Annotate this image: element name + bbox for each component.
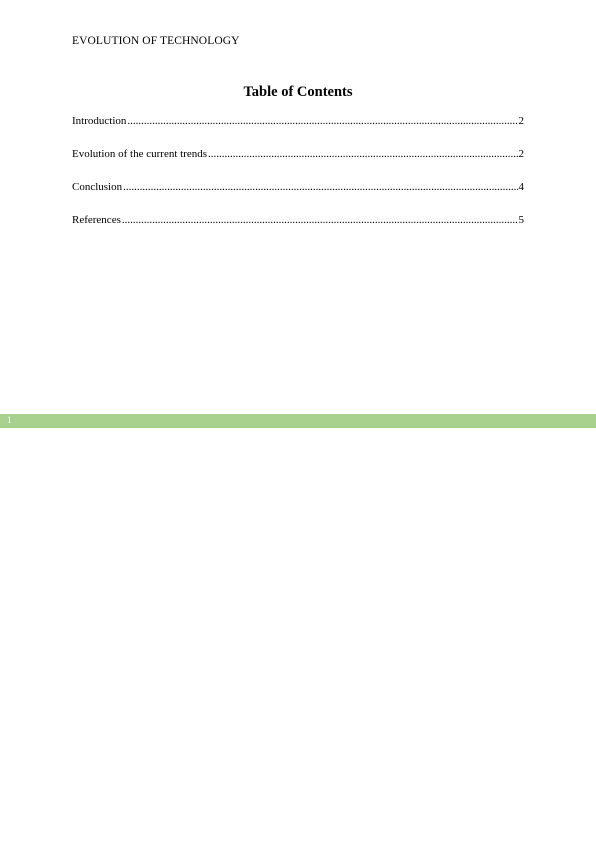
running-header: EVOLUTION OF TECHNOLOGY (72, 35, 240, 47)
toc-entry-page: 4 (518, 181, 524, 193)
toc-dot-leader (127, 115, 517, 127)
toc-entry-evolution[interactable] (72, 148, 524, 181)
page-number: 1 (7, 415, 12, 425)
toc-entry-label: Evolution of the current trends (72, 148, 208, 160)
toc-entry-page: 5 (518, 214, 524, 226)
toc-entry-label: References (72, 214, 121, 226)
toc-dot-leader (123, 181, 517, 193)
toc-entry-page: 2 (518, 148, 524, 160)
toc-entry-page: 2 (518, 115, 524, 127)
toc-entry-label: Conclusion (72, 181, 123, 193)
toc-title: Table of Contents (243, 84, 353, 100)
toc-entry-references[interactable] (72, 214, 524, 247)
footer-band (0, 414, 596, 428)
toc-entry-introduction[interactable] (72, 115, 524, 148)
toc-dot-leader (208, 148, 517, 160)
toc-list (72, 115, 524, 247)
toc-dot-leader (122, 214, 518, 226)
toc-entry-conclusion[interactable] (72, 181, 524, 214)
toc-entry-label: Introduction (72, 115, 127, 127)
